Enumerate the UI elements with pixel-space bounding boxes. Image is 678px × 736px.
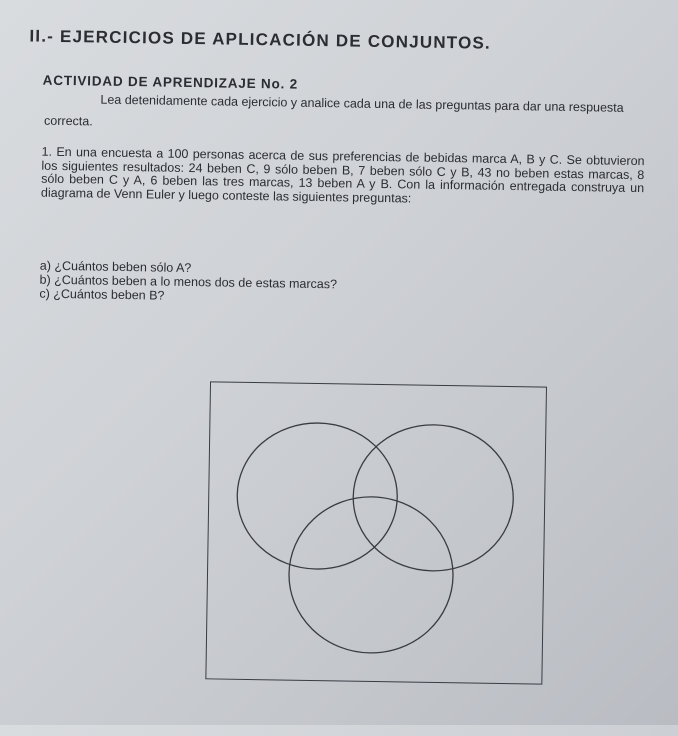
question-c: c) ¿Cuántos beben B? [39,286,165,303]
venn-circle-a [236,422,398,570]
question-list [39,259,337,306]
venn-diagram [205,381,547,684]
instructions-tail: correcta. [43,113,93,129]
exercise-statement: 1. En una encuesta a 100 personas acerca de sus preferencias de bebidas marca A, B y C. Se obtuvieron los siguientes resultados: 24 beben C, 9 sólo beben B, 7 beben sólo C y B, 43 no beben estas marcas, 8 sólo beben C y A, 6 beben las tres marcas, 13 beben A y B. Con la información entregada construya un diagrama de Venn Euler y luego conteste las siguientes preguntas: [40,144,645,206]
page-title: II.- EJERCICIOS DE APLICACIÓN DE CONJUNTOS. [29,26,492,53]
venn-circle-b [352,424,514,572]
instructions-text: Lea detenidamente cada ejercicio y analice cada una de las preguntas para dar una respuesta [100,92,624,115]
question-a: a) ¿Cuántos beben sólo A? [39,258,192,276]
activity-subtitle: ACTIVIDAD DE APRENDIZAJE No. 2 [42,72,299,92]
question-b: b) ¿Cuántos beben a lo menos dos de estas marcas? [39,272,338,292]
venn-circle-c [288,496,454,655]
